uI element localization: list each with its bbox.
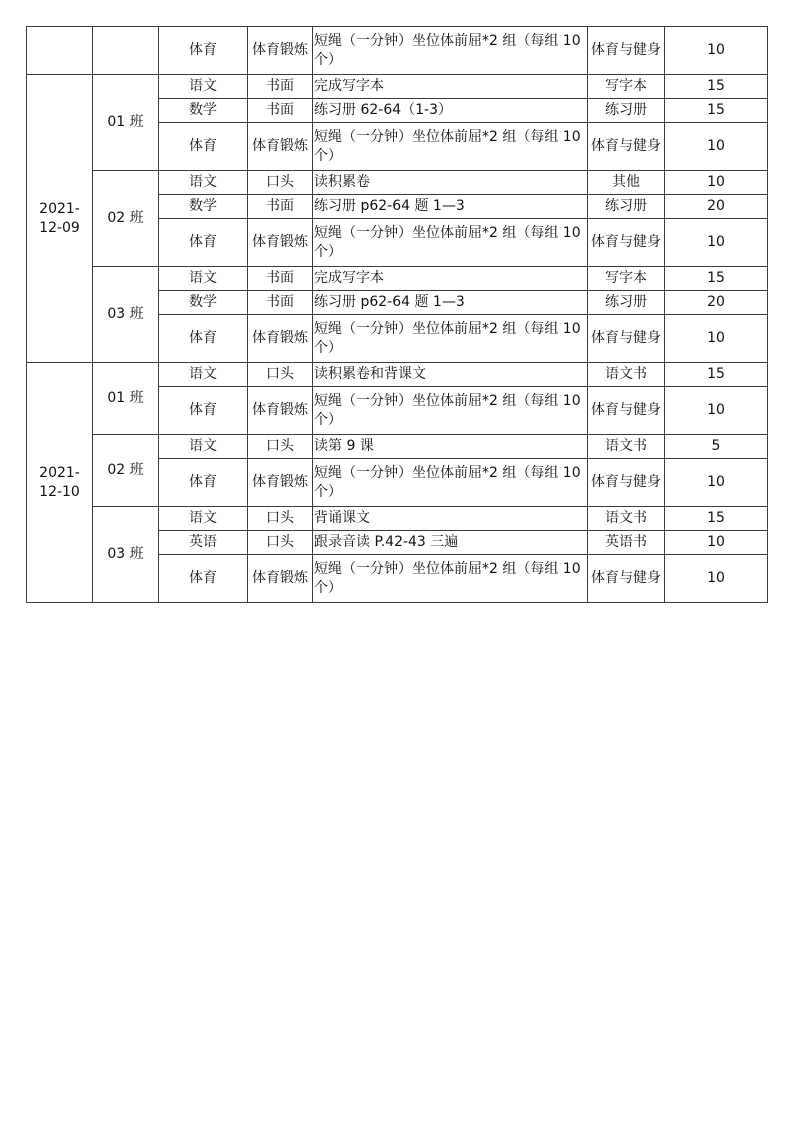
homework-content-cell: 完成写字本 (313, 267, 588, 291)
date-cell: 2021-12-10 (27, 363, 93, 603)
homework-content-cell: 短绳（一分钟）坐位体前屈*2 组（每组 10 个） (313, 123, 588, 171)
minutes-cell: 15 (665, 99, 768, 123)
subject-cell: 语文 (159, 435, 248, 459)
homework-content-cell: 练习册 p62-64 题 1—3 (313, 291, 588, 315)
homework-content-cell: 短绳（一分钟）坐位体前屈*2 组（每组 10 个） (313, 387, 588, 435)
homework-type-cell: 体育锻炼 (248, 555, 313, 603)
minutes-cell: 5 (665, 435, 768, 459)
minutes-cell: 10 (665, 459, 768, 507)
class-cell: 01 班 (93, 75, 159, 171)
class-cell: 02 班 (93, 435, 159, 507)
homework-type-cell: 体育锻炼 (248, 123, 313, 171)
date-cell: 2021-12-09 (27, 75, 93, 363)
table-row (27, 507, 768, 531)
minutes-cell: 15 (665, 507, 768, 531)
class-cell: 03 班 (93, 507, 159, 603)
minutes-cell: 15 (665, 267, 768, 291)
table-row (27, 435, 768, 459)
homework-content-cell: 练习册 62-64（1-3） (313, 99, 588, 123)
material-cell: 体育与健身 (588, 315, 665, 363)
subject-cell: 语文 (159, 267, 248, 291)
subject-cell: 数学 (159, 291, 248, 315)
homework-content-cell: 完成写字本 (313, 75, 588, 99)
subject-cell: 体育 (159, 315, 248, 363)
subject-cell: 英语 (159, 531, 248, 555)
minutes-cell: 10 (665, 315, 768, 363)
homework-type-cell: 书面 (248, 195, 313, 219)
class-cell: 03 班 (93, 267, 159, 363)
homework-content-cell: 练习册 p62-64 题 1—3 (313, 195, 588, 219)
homework-content-cell: 短绳（一分钟）坐位体前屈*2 组（每组 10 个） (313, 27, 588, 75)
minutes-cell: 15 (665, 363, 768, 387)
subject-cell: 数学 (159, 195, 248, 219)
homework-type-cell: 书面 (248, 99, 313, 123)
material-cell: 体育与健身 (588, 555, 665, 603)
homework-table-body (27, 27, 768, 603)
homework-content-cell: 跟录音读 P.42-43 三遍 (313, 531, 588, 555)
homework-type-cell: 体育锻炼 (248, 27, 313, 75)
material-cell: 体育与健身 (588, 459, 665, 507)
homework-type-cell: 体育锻炼 (248, 219, 313, 267)
minutes-cell: 10 (665, 555, 768, 603)
material-cell: 写字本 (588, 267, 665, 291)
material-cell: 练习册 (588, 195, 665, 219)
subject-cell: 体育 (159, 555, 248, 603)
material-cell: 语文书 (588, 507, 665, 531)
homework-type-cell: 书面 (248, 291, 313, 315)
subject-cell: 语文 (159, 363, 248, 387)
material-cell: 语文书 (588, 363, 665, 387)
homework-type-cell: 体育锻炼 (248, 459, 313, 507)
table-row (27, 363, 768, 387)
table-row (27, 27, 768, 75)
homework-content-cell: 短绳（一分钟）坐位体前屈*2 组（每组 10 个） (313, 555, 588, 603)
homework-content-cell: 短绳（一分钟）坐位体前屈*2 组（每组 10 个） (313, 459, 588, 507)
homework-content-cell: 短绳（一分钟）坐位体前屈*2 组（每组 10 个） (313, 219, 588, 267)
minutes-cell: 10 (665, 171, 768, 195)
material-cell: 体育与健身 (588, 219, 665, 267)
minutes-cell: 10 (665, 27, 768, 75)
homework-content-cell: 读第 9 课 (313, 435, 588, 459)
homework-type-cell: 口头 (248, 531, 313, 555)
subject-cell: 体育 (159, 219, 248, 267)
subject-cell: 体育 (159, 27, 248, 75)
homework-type-cell: 口头 (248, 507, 313, 531)
minutes-cell: 10 (665, 219, 768, 267)
class-cell: 01 班 (93, 363, 159, 435)
subject-cell: 语文 (159, 171, 248, 195)
table-row (27, 267, 768, 291)
minutes-cell: 10 (665, 387, 768, 435)
subject-cell: 体育 (159, 123, 248, 171)
material-cell: 写字本 (588, 75, 665, 99)
material-cell: 体育与健身 (588, 123, 665, 171)
homework-content-cell: 短绳（一分钟）坐位体前屈*2 组（每组 10 个） (313, 315, 588, 363)
homework-table (26, 26, 768, 603)
subject-cell: 数学 (159, 99, 248, 123)
material-cell: 体育与健身 (588, 27, 665, 75)
homework-type-cell: 体育锻炼 (248, 387, 313, 435)
minutes-cell: 10 (665, 123, 768, 171)
material-cell: 英语书 (588, 531, 665, 555)
subject-cell: 体育 (159, 387, 248, 435)
homework-content-cell: 背诵课文 (313, 507, 588, 531)
homework-type-cell: 口头 (248, 435, 313, 459)
minutes-cell: 15 (665, 75, 768, 99)
table-row (27, 171, 768, 195)
class-cell (93, 27, 159, 75)
homework-type-cell: 口头 (248, 171, 313, 195)
date-cell (27, 27, 93, 75)
material-cell: 练习册 (588, 99, 665, 123)
material-cell: 体育与健身 (588, 387, 665, 435)
material-cell: 练习册 (588, 291, 665, 315)
minutes-cell: 20 (665, 195, 768, 219)
material-cell: 其他 (588, 171, 665, 195)
subject-cell: 语文 (159, 507, 248, 531)
homework-type-cell: 体育锻炼 (248, 315, 313, 363)
homework-content-cell: 读积累卷和背课文 (313, 363, 588, 387)
homework-type-cell: 书面 (248, 267, 313, 291)
homework-type-cell: 书面 (248, 75, 313, 99)
subject-cell: 语文 (159, 75, 248, 99)
class-cell: 02 班 (93, 171, 159, 267)
homework-type-cell: 口头 (248, 363, 313, 387)
minutes-cell: 20 (665, 291, 768, 315)
homework-content-cell: 读积累卷 (313, 171, 588, 195)
material-cell: 语文书 (588, 435, 665, 459)
subject-cell: 体育 (159, 459, 248, 507)
minutes-cell: 10 (665, 531, 768, 555)
table-row (27, 75, 768, 99)
